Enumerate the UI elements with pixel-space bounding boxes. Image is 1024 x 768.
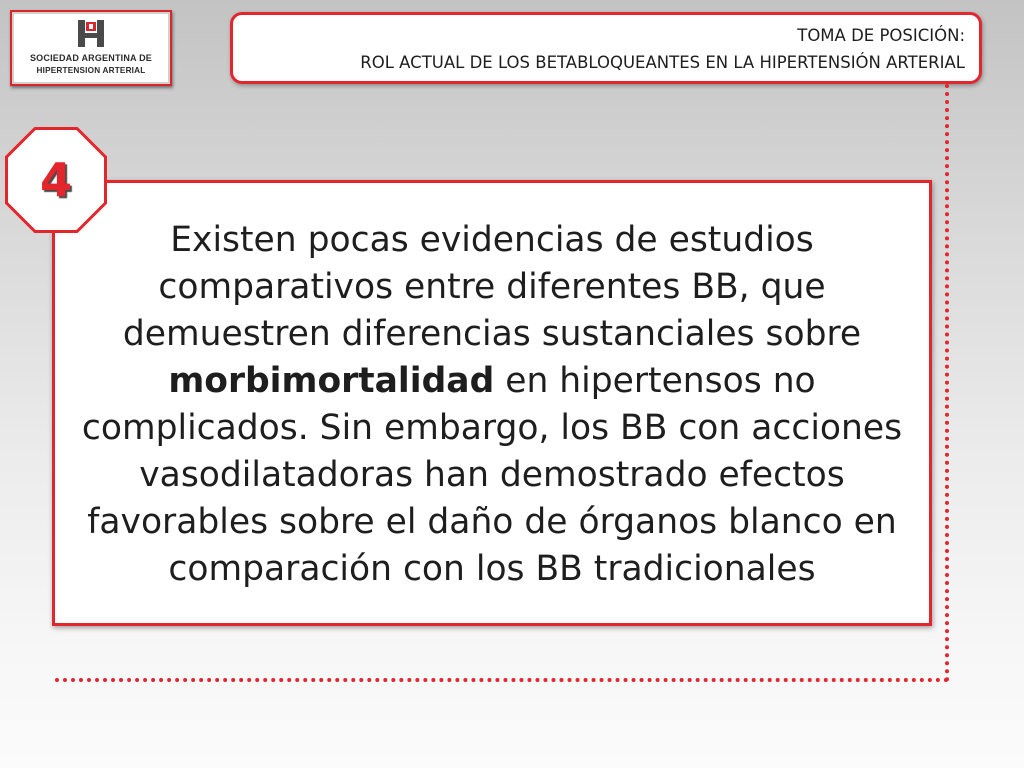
logo-h-icon <box>78 20 104 47</box>
statement-line <box>55 358 929 405</box>
statement-line: complicados. Sin embargo, los BB con acciones <box>81 408 903 448</box>
statement-line: comparativos entre diferentes BB, que <box>158 267 826 307</box>
statement-line-rest: en hipertensos no <box>494 361 816 401</box>
statement-line: comparación con los BB tradicionales <box>168 549 816 589</box>
statement-emphasis: morbimortalidad <box>168 361 495 401</box>
dotted-connector-vertical <box>945 84 949 682</box>
statement-line: Existen pocas evidencias de estudios <box>170 220 814 260</box>
statement-text <box>55 217 929 593</box>
logo-text-line-2: HIPERTENSION ARTERIAL <box>36 66 146 75</box>
statement-line: vasodilatadoras han demostrado efectos <box>139 455 845 495</box>
slide-header <box>230 12 982 84</box>
header-line-2: ROL ACTUAL DE LOS BETABLOQUEANTES EN LA HIPERTENSIÓN ARTERIAL <box>360 53 965 72</box>
badge-number: 4 <box>39 153 72 207</box>
society-logo <box>10 10 172 86</box>
header-line-1: TOMA DE POSICIÓN: <box>797 26 965 45</box>
logo-text-line-1: SOCIEDAD ARGENTINA DE <box>29 53 153 63</box>
statement-line: demuestren diferencias sustanciales sobre <box>122 314 862 354</box>
dotted-connector-horizontal <box>55 678 949 682</box>
statement-line: favorables sobre el daño de órganos blanco en <box>87 502 897 542</box>
statement-box <box>52 180 932 626</box>
